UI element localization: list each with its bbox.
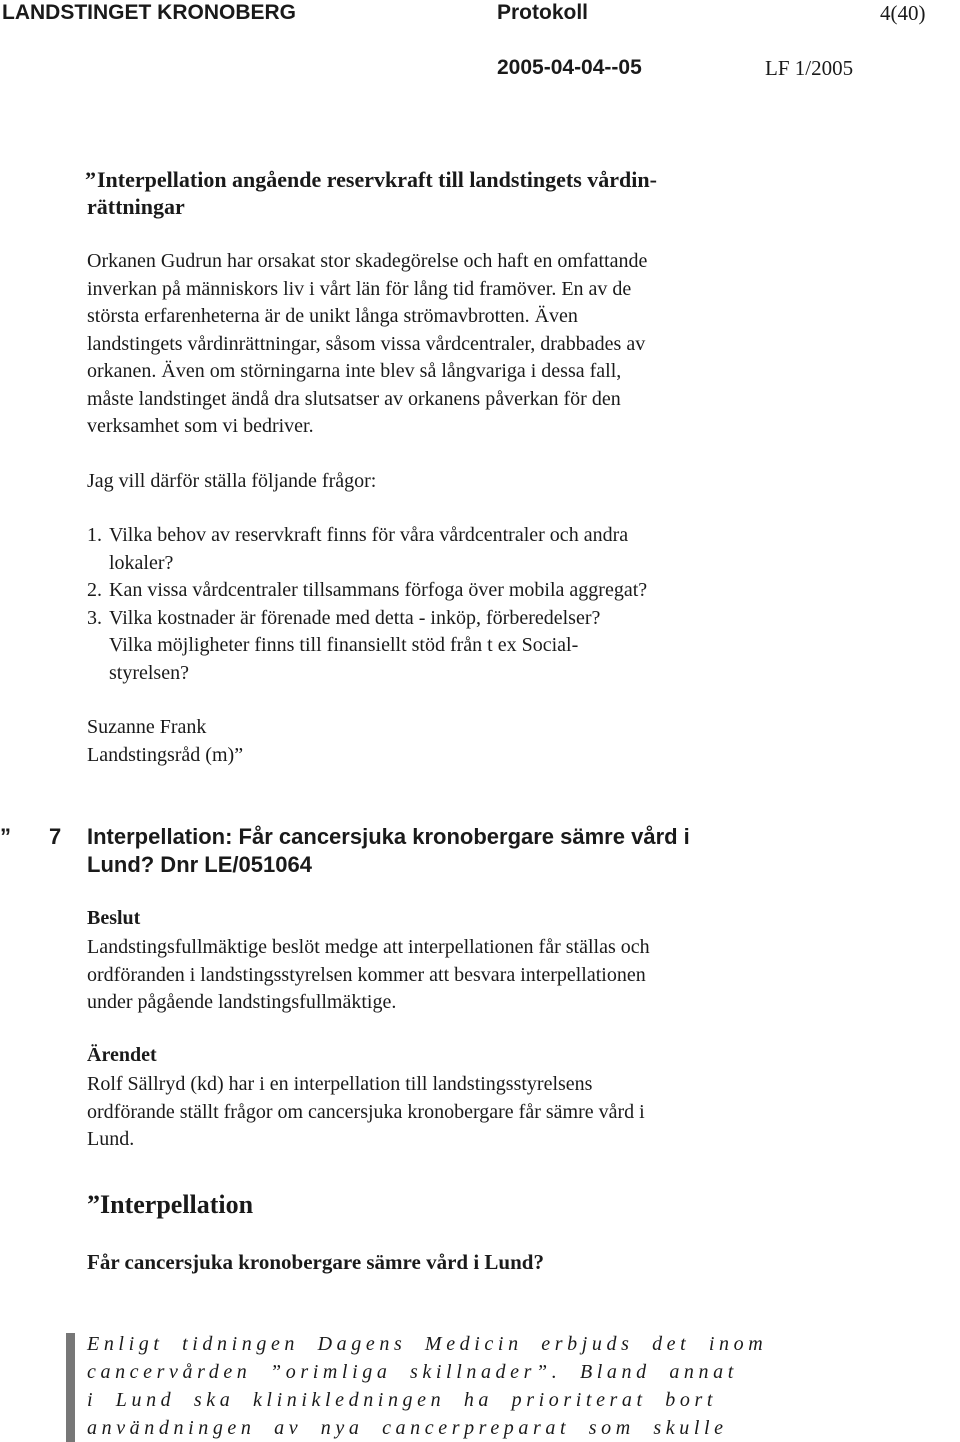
questions-intro: Jag vill därför ställa följande frågor: xyxy=(87,470,377,492)
item-title-line-1: Interpellation: Får cancersjuka kronobergare sämre vård i xyxy=(87,824,690,849)
document-type: Protokoll xyxy=(497,1,589,24)
arendet-heading: Ärendet xyxy=(87,1044,157,1066)
paragraph xyxy=(87,248,647,441)
beslut-text xyxy=(87,934,650,1017)
paragraph-line: måste landstinget ändå dra slutsatser av orkanens påverkan för den xyxy=(87,387,621,410)
question-list xyxy=(87,522,647,687)
quote-line: i Lund ska klinikledningen ha prioriterat bort xyxy=(87,1389,718,1411)
title-quote-mark: ” xyxy=(85,167,96,192)
beslut-line: under pågående landstingsfullmäktige. xyxy=(87,991,397,1013)
paragraph-line: Orkanen Gudrun har orsakat stor skadegörelse och haft en omfattande xyxy=(87,250,648,272)
question-line: Kan vissa vårdcentraler tillsammans förfoga över mobila aggregat? xyxy=(109,579,648,601)
paragraph-line: orkanen. Även om störningarna inte blev så långvariga i dessa fall, xyxy=(87,360,622,382)
paragraph-line: landstingets vårdinrättningar, såsom vissa vårdcentraler, drabbades av xyxy=(87,332,646,355)
question-number: 3. xyxy=(87,606,102,629)
item-quote-mark: ” xyxy=(0,824,11,849)
quote-line: cancervården ”orimliga skillnader”. Bland annat xyxy=(87,1361,738,1383)
question-number: 1. xyxy=(87,524,102,546)
quote-line: Enligt tidningen Dagens Medicin erbjuds det inom xyxy=(87,1333,768,1355)
signature-name: Suzanne Frank xyxy=(87,716,207,738)
interpellation-heading: ”Interpellation xyxy=(87,1190,254,1219)
paragraph-line: inverkan på människors liv i vårt län för lång tid framöver. En av de xyxy=(87,277,632,300)
quote-bar xyxy=(66,1333,75,1442)
question-line: Vilka behov av reservkraft finns för våra vårdcentraler och andra xyxy=(109,524,629,546)
beslut-line: Landstingsfullmäktige beslöt medge att interpellationen får ställas och xyxy=(87,936,650,958)
signature-title: Landstingsråd (m)” xyxy=(87,744,244,766)
item-number: 7 xyxy=(49,824,62,849)
item-title-line-2: Lund? Dnr LE/051064 xyxy=(87,852,312,877)
question-item xyxy=(87,605,647,688)
question-number: 2. xyxy=(87,579,102,601)
question-item xyxy=(87,522,647,577)
paragraph-line: största erfarenheterna är de unikt långa strömavbrotten. Även xyxy=(87,305,578,327)
question-line: styrelsen? xyxy=(109,661,189,684)
quote-line: användningen av nya cancerpreparat som skulle xyxy=(87,1417,728,1439)
arendet-text xyxy=(87,1071,645,1154)
question-line: Vilka kostnader är förenade med detta - inköp, förberedelser? xyxy=(109,606,601,629)
document-reference: LF 1/2005 xyxy=(765,56,854,80)
question-item xyxy=(87,577,647,605)
beslut-line: ordföranden i landstingsstyrelsen kommer att besvara interpellationen xyxy=(87,963,646,986)
arendet-line: ordförande ställt frågor om cancersjuka kronobergare får sämre vård i xyxy=(87,1100,645,1123)
arendet-line: Rolf Sällryd (kd) har i en interpellation till landstingsstyrelsens xyxy=(87,1073,593,1095)
meeting-date: 2005-04-04--05 xyxy=(497,56,642,79)
interpellation-subheading: Får cancersjuka kronobergare sämre vård i Lund? xyxy=(87,1250,544,1274)
beslut-heading: Beslut xyxy=(87,907,141,929)
organization-name: LANDSTINGET KRONOBERG xyxy=(2,1,296,24)
arendet-line: Lund. xyxy=(87,1128,135,1150)
question-line: Vilka möjligheter finns till finansiellt stöd från t ex Social- xyxy=(109,634,579,656)
page-number: 4(40) xyxy=(880,1,926,25)
question-line: lokaler? xyxy=(109,551,174,574)
interpellation-title-line-2: rättningar xyxy=(87,194,185,219)
paragraph-line: verksamhet som vi bedriver. xyxy=(87,415,314,437)
interpellation-title-line-1: Interpellation angående reservkraft till landstingets vårdin- xyxy=(97,167,657,192)
